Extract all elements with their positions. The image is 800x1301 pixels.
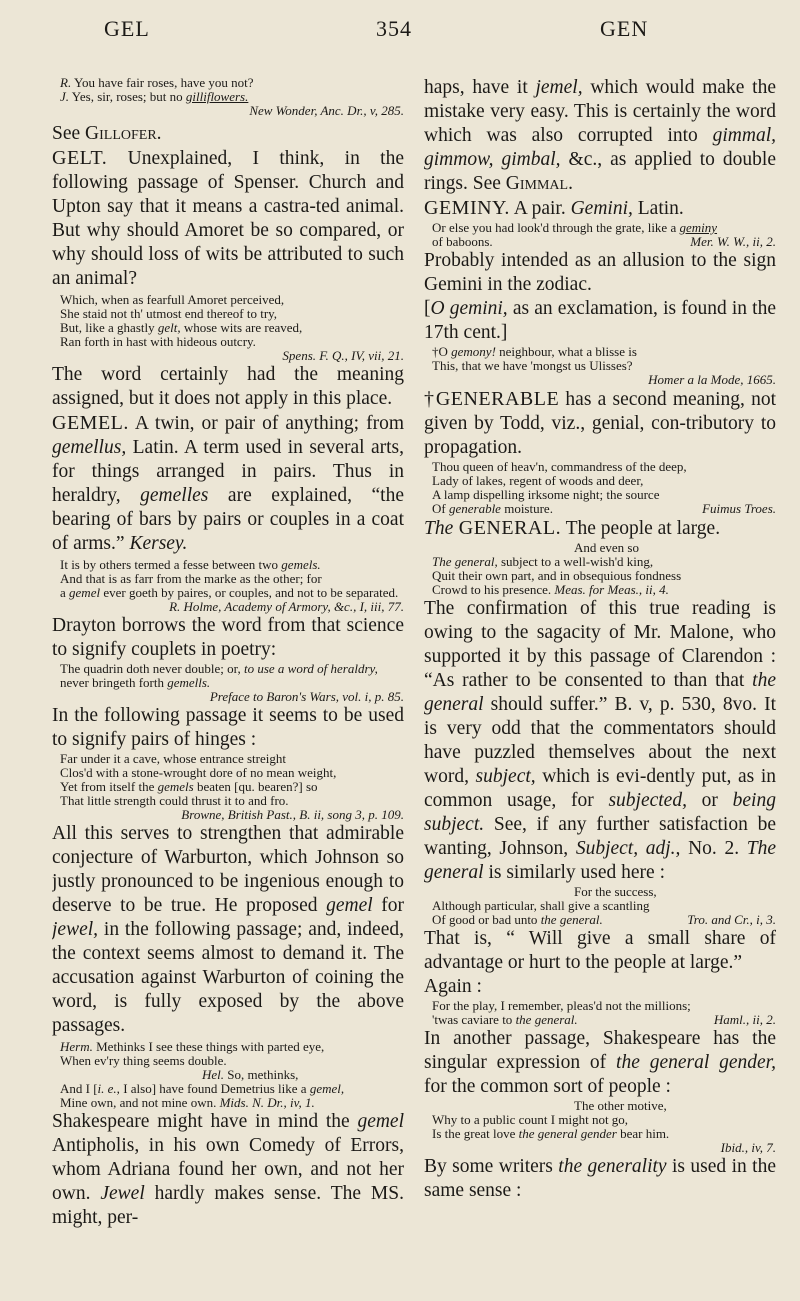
- warburton-para: All this serves to strengthen that admirable conjecture of Warburton, which Johnson so justly pronounced to be ingenious enough to deserve to be true. He proposed gemel for jewel, in the following passage; and, indeed, the context seems almost to demand it. The accusation against Warburton of coining the word, is fully exposed by the above passages.: [52, 823, 404, 1036]
- quote-drayton: The quadrin doth never double; or, to use a word of heraldry, never bringeth forth gemells. Preface to Baron's Wars, vol. i, p. 85.: [60, 661, 404, 704]
- generality-para: By some writers the generality is used in the same sense :: [424, 1156, 776, 1201]
- entry-the-general: The GENERAL. The people at large.: [424, 517, 721, 539]
- quote-measure: And even so The general, subject to a well-wish'd king, Quit their own part, and in obsequious fondness Crowd to his presence. Meas. for Meas., ii, 4.: [432, 540, 682, 597]
- headword: †GENERABLE: [424, 388, 560, 410]
- gelt-comment: The word certainly had the meaning assigned, but it does not apply in this place.: [52, 364, 404, 409]
- quote-hamlet-2: The other motive, Why to a public count I might not go, Is the great love the general gender bear him. Ibid., iv, 7.: [432, 1098, 776, 1155]
- quote-spenser: Which, when as fearfull Amoret perceived, She staid not th' utmost end thereof to try, But, like a ghastly gelt, whose wits are reaved, Ran forth in hast with hideous outcry. Spens. F. Q., IV, vii, 21.: [60, 292, 404, 363]
- headword: GEMINY.: [424, 197, 510, 219]
- quote-homer-a-la-mode: †O gemony! neighbour, what a blisse is This, that we have 'mongst us Ulisses? Homer a la Mode, 1665.: [432, 344, 776, 387]
- quote-hamlet-1: For the play, I remember, pleas'd not the millions; 'twas caviare to the general. Haml., ii, 2.: [432, 998, 776, 1027]
- quote-merry-wives: Or else you had look'd through the grate, like a geminy of baboons. Mer. W. W., ii, 2.: [432, 220, 776, 249]
- entry-generable: †GENERABLE has a second meaning, not given by Todd, viz., genial, con-tributory to propagation.: [424, 388, 776, 458]
- drayton-para: Drayton borrows the word from that science to signify couplets in poetry:: [52, 615, 404, 660]
- see-gillofer: See Gillofer.: [52, 123, 162, 144]
- headword: GEMEL.: [52, 412, 129, 434]
- headword: GENERAL.: [453, 517, 562, 539]
- quote-troilus: For the success, Although particular, shall give a scantling Of good or bad unto the general. Tro. and Cr., i, 3.: [432, 884, 776, 927]
- header-left-word: GEL: [104, 16, 150, 41]
- right-column: [424, 76, 776, 1276]
- quote-midsummer: Herm. Methinks I see these things with parted eye, When ev'ry thing seems double. Hel. So, methinks, And I [i. e., I also] have found Demetrius like a gemel, Mine own, and not mine own. Mids. N. Dr., iv, 1.: [60, 1039, 345, 1110]
- confirmation-para: The confirmation of this true reading is owing to the sagacity of Mr. Malone, who supported it by this passage of Clarendon : “As rather to be consented to than that the general should suffer.” B. v, p. 530, 8vo. It is very odd that the commentators should have puzzled themselves about the next word, subject, which is evi-dently put, as in common usage, for subjected, or being subject. See, if any further satisfaction be wanting, Johnson, Subject, adj., No. 2. The general is similarly used here :: [424, 598, 776, 883]
- left-column: [52, 76, 404, 1276]
- entry-gelt: GELT. Unexplained, I think, in the following passage of Spenser. Church and Upton say that it means a castra-ted animal. But why should Amoret be so compared, or why should loss of wits be attributed to such an animal?: [52, 147, 404, 289]
- quote-fuimus-troes: Thou queen of heav'n, commandress of the deep, Lady of lakes, regent of woods and deer, A lamp dispelling irksome night; the source Of generable moisture. Fuimus Troes.: [432, 459, 776, 516]
- shakespeare-para: Shakespeare might have in mind the gemel Antipholis, in his own Comedy of Errors, whom Adriana found her own, and not her own. Jewel hardly makes sense. The MS. might, per-: [52, 1111, 404, 1228]
- another-passage-para: In another passage, Shakespeare has the singular expression of the general gender, for the common sort of people :: [424, 1028, 776, 1097]
- entry-gemel: GEMEL. A twin, or pair of anything; from gemellus, Latin. A term used in several arts, for things arranged in pairs. Thus in heraldry, gemelles are explained, “the bearing of bars by pairs or couples in a coat of arms.” Kersey.: [52, 412, 404, 554]
- quote-browne: Far under it a cave, whose entrance streight Clos'd with a stone-wrought dore of no mean weight, Yet from itself the gemels beaten [qu. bearen?] so That little strength could thrust it to and fro. Browne, British Past., B. ii, song 3, p. 109.: [60, 751, 404, 822]
- page-header: [0, 16, 800, 46]
- geminy-exclamation: [O gemini, as an exclamation, is found in the 17th cent.]: [424, 298, 776, 343]
- header-right-word: GEN: [600, 16, 649, 41]
- quote-holme: It is by others termed a fesse between two gemels. And that is as farr from the marke as the other; for a gemel ever goeth by paires, or couples, and not to be separated. R. Holme, Academy of Armory, &c., I, iii, 77.: [60, 557, 404, 614]
- geminy-comment: Probably intended as an allusion to the sign Gemini in the zodiac.: [424, 250, 776, 295]
- again-label: Again :: [424, 976, 482, 997]
- continued-para: haps, have it jemel, which would make the mistake very easy. This is certainly the word which was also corrupted into gimmal, gimmow, gimbal, &c., as applied to double rings. See Gimmal.: [424, 77, 776, 194]
- hinges-para: In the following passage it seems to be used to signify pairs of hinges :: [52, 705, 404, 750]
- that-is-para: That is, “ Will give a small share of advantage or hurt to the people at large.”: [424, 928, 776, 973]
- quote-new-wonder: R. You have fair roses, have you not? J. Yes, sir, roses; but no gilliflowers. New Wonder, Anc. Dr., v, 285.: [60, 76, 404, 118]
- entry-geminy: GEMINY. A pair. Gemini, Latin.: [424, 197, 684, 219]
- page-number: 354: [376, 16, 412, 41]
- headword: GELT.: [52, 147, 108, 169]
